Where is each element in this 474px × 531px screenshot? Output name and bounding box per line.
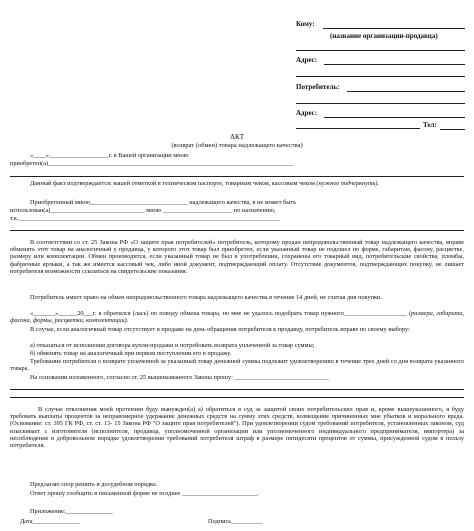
to-label: Кому: bbox=[296, 20, 315, 28]
address2-line bbox=[324, 117, 465, 118]
paragraph-absent: В случае, если аналогичный товар отсутствует в продаже на день обращения потребителя к продавцу, потребитель вправе по своему выбору: bbox=[30, 326, 410, 333]
address-line-2 bbox=[296, 76, 465, 77]
blank-line-2 bbox=[10, 230, 464, 231]
paragraph-appeal bbox=[10, 310, 464, 324]
answer-text: Ответ прошу сообщить в письменной форме не позднее ________________________. bbox=[30, 490, 260, 497]
signature-field: Подпись__________ bbox=[208, 518, 263, 525]
tk-line: т.к.___________________________________________________________________________________ bbox=[10, 215, 280, 222]
consumer-label: Потребитель: bbox=[296, 83, 340, 91]
option-a: а) отказаться от исполнения договора купли-продажи и потребовать возврата уплаченной за товар суммы; bbox=[30, 342, 315, 349]
fact-confirm bbox=[10, 180, 464, 187]
phone-pre-line bbox=[296, 128, 420, 129]
address-line bbox=[324, 64, 465, 65]
consumer-line-2 bbox=[296, 103, 465, 104]
consumer-line bbox=[347, 91, 465, 92]
date-field: Дата_______________ bbox=[20, 518, 80, 525]
blank-line-4 bbox=[10, 397, 464, 398]
act-subtitle: (возврат (обмен) товара надлежащего качества) bbox=[171, 142, 303, 149]
attachment: Приложение:_______________ bbox=[30, 508, 113, 515]
paragraph-request: На основании изложенного, согласно ст. 25 вышеназванного Закона прошу: ______________________________ bbox=[30, 374, 329, 381]
option-b: б) обменять товар на аналогичный при первом поступлении его в продажу. bbox=[30, 350, 232, 357]
address-label: Адрес: bbox=[296, 56, 318, 64]
used-line: использован(а)______________________________ мною ______________________ по назначению, bbox=[10, 207, 276, 214]
purchase-line: «____»___________________г. в Вашей организации мною bbox=[30, 152, 189, 159]
phone-line bbox=[440, 129, 465, 130]
org-line bbox=[296, 50, 465, 51]
fact-confirm-note: (нужное подчеркнуть). bbox=[316, 180, 380, 187]
blank-line-3 bbox=[10, 389, 464, 390]
phone-label: Тел: bbox=[423, 121, 437, 129]
fact-confirm-text: Данный факт подтверждается: вашей отметкой в техническом паспорте, товарным чеком, кассовым чеком bbox=[30, 180, 315, 187]
offer-text: Предлагаю спор решить в досудебном порядке. bbox=[30, 481, 158, 488]
org-caption: (название организации-продавца) bbox=[330, 32, 438, 40]
act-title: АКТ bbox=[230, 133, 244, 141]
appeal-note: (размера, габарита, фасона, формы, расцветки, комплектации). bbox=[10, 310, 464, 325]
bought-line: Приобретенный мною_______________________________ надлежащего качества, в не может быть bbox=[30, 199, 297, 206]
to-line bbox=[323, 28, 465, 29]
appeal-text: «_______»______20___г. я обратился (лась) по поводу обмена товара, но мне не удалось подобрать товар нужного____________________ bbox=[30, 310, 407, 317]
blank-line bbox=[10, 176, 464, 177]
paragraph-14-days: Потребитель имеет право на обмен непродовольственного товара надлежащего качества в течение 14 дней, не считая дня покупки. bbox=[30, 294, 382, 301]
address2-label: Адрес: bbox=[296, 109, 318, 117]
paragraph-refund: Требование потребителя о возврате уплаченной за указанный товар денежной суммы подлежит удовлетворению в течение трех дней со дня возврата указанного товара. bbox=[10, 358, 464, 373]
purchase-line-2: приобретен(а)______________________________________________________________________________ bbox=[10, 160, 294, 167]
paragraph-court: В случае отклонения моей претензии буду вынужден(а) а) обратиться в суд за защитой своих потребительских прав и, кроме вышеуказанного, я буду требовать выплаты процентов за неправомерное удержание денежных средств на сумму этих средств, возмещение причиненных мне убытков и морального вреда. (Основание: ст. 395 ГК РФ, ст. ст. 13- 15 Закона РФ "О защите прав потребителей"). При удовлетворении судом требований потребителя, установленных законом, суд взыскивает с изготовителя (исполнителя, продавца, уполномоченной организации или уполномоченного индивидуального предпринимателя, импортера) за несоблюдение в добровольном порядке удовлетворения требований потребителя штраф в размере пятидесяти процентов от суммы, присужденной судом в пользу потребителя. bbox=[10, 406, 464, 450]
paragraph-law: В соответствии со ст. 25 Закона РФ «О защите прав потребителей» потребитель, которому продан непродовольственный товар надлежащего качества, вправе обменять этот товар на аналогичный у продавца, у которого этот товар был приобретен, если указанный товар не подошел по форме, габаритам, фасону, расцветке, размеру или комплектации. Обмен производится, если указанный товар не был в употреблении, сохранены его товарный вид, потребительские свойства, пломбы, фабричные ярлыки, а так же имеется кассовый чек, либо иной документ, подтверждающий оплату. Отсутствие документов, подтверждающих покупку, не лишает потребителя возможности ссылаться на свидетельские показания. bbox=[10, 239, 464, 275]
